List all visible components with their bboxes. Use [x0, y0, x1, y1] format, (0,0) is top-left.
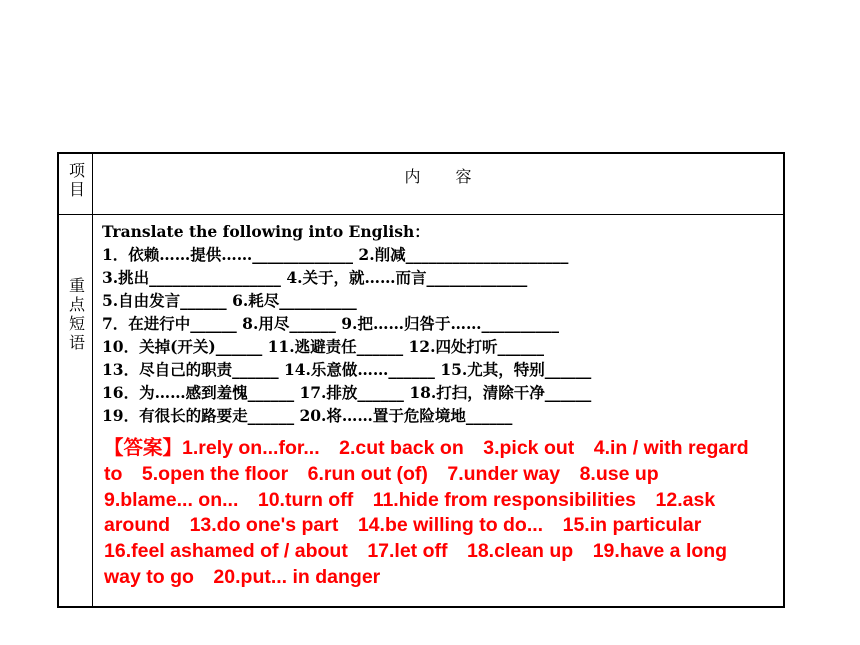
answer-key: 【答案】1.rely on...for... 2.cut back on 3.pick out 4.in / with regard to 5.open the floor 6.run out (of) 7.under way 8.use up 9.blame... on... 10.turn off 11.hide from responsibilities 12.ask around 13.do one's part 14.be willing to do... 15.in particular 16.feel ashamed of / about 17.let off 18.clean up 19.have a long way to go 20.put... in danger — [104, 437, 749, 588]
row-label-text: 重点短语 — [66, 277, 86, 353]
phrase-line: 1．依赖……提供……_____________ 2.削减_____________________ — [102, 245, 569, 264]
instruction-text: Translate the following into English： — [102, 222, 430, 241]
phrase-line: 19．有很长的路要走______ 20.将……置于危险境地______ — [102, 406, 513, 425]
phrase-line: 5.自由发言______ 6.耗尽__________ — [102, 291, 357, 310]
column-header-content: 内 容 — [404, 167, 472, 186]
exercise-content — [102, 220, 773, 427]
phrase-line: 16．为……感到羞愧______ 17.排放______ 18.打扫，清除干净______ — [102, 383, 592, 402]
row-label — [59, 277, 92, 353]
phrase-line: 7．在进行中______ 8.用尽______ 9.把……归咎于……__________ — [102, 314, 559, 333]
column-header-item — [59, 162, 92, 200]
phrase-line: 13．尽自己的职责______ 14.乐意做……______ 15.尤其，特别______ — [102, 360, 592, 379]
phrase-line: 10．关掉(开关)______ 11.逃避责任______ 12.四处打听______ — [102, 337, 544, 356]
phrase-line: 3.挑出_________________ 4.关于，就……而言_____________ — [102, 268, 528, 287]
row-divider — [59, 214, 783, 215]
column-divider — [92, 154, 93, 606]
phrase-table — [57, 152, 785, 608]
column-header-item-text: 项目 — [66, 162, 86, 200]
